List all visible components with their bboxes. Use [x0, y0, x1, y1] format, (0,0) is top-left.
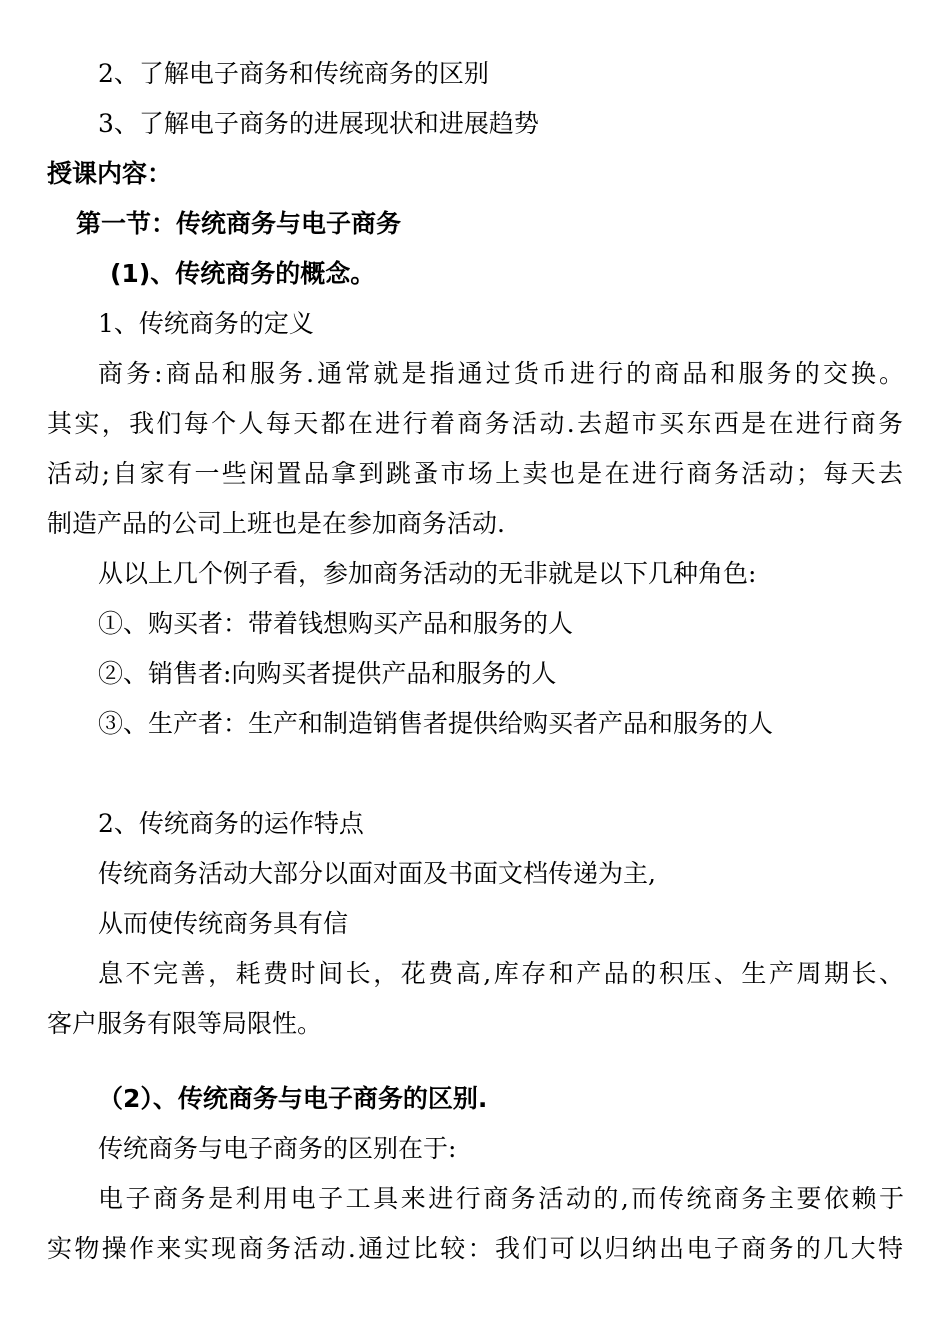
content-heading: 授课内容：	[47, 159, 173, 188]
part2-line-1: 电子商务是利用电子工具来进行商务活动的,而传统商务主要依赖于	[98, 1184, 904, 1213]
part2-line-2: 实物操作来实现商务活动.通过比较：我们可以归纳出电子商务的几大特	[47, 1234, 903, 1263]
definition-line-1: 商务:商品和服务.通常就是指通过货币进行的商品和服务的交换。	[98, 359, 904, 388]
item2-line-3: 息不完善，耗费时间长，花费高,库存和产品的积压、生产周期长、	[98, 959, 904, 988]
roles-intro: 从以上几个例子看，参加商务活动的无非就是以下几种角色:	[98, 559, 757, 588]
definition-line-3: 活动;自家有一些闲置品拿到跳蚤市场上卖也是在进行商务活动；每天去	[47, 459, 903, 488]
objective-2: 2、了解电子商务和传统商务的区别	[98, 59, 489, 88]
role-buyer: ①、购买者：带着钱想购买产品和服务的人	[98, 609, 574, 638]
role-seller: ②、销售者:向购买者提供产品和服务的人	[98, 659, 557, 688]
item2-line-1: 传统商务活动大部分以面对面及书面文档传递为主,	[98, 859, 656, 888]
item2-title: 2、传统商务的运作特点	[98, 809, 364, 838]
part2-intro: 传统商务与电子商务的区别在于:	[98, 1134, 457, 1163]
part1-title: (1)、传统商务的概念。	[110, 259, 376, 288]
definition-line-2: 其实，我们每个人每天都在进行着商务活动.去超市买东西是在进行商务	[47, 409, 903, 438]
item1-title: 1、传统商务的定义	[98, 309, 314, 338]
definition-line-4: 制造产品的公司上班也是在参加商务活动.	[47, 509, 505, 538]
section-title: 第一节：传统商务与电子商务	[76, 209, 402, 238]
item2-line-4: 客户服务有限等局限性。	[47, 1009, 323, 1038]
role-producer: ③、生产者：生产和制造销售者提供给购买者产品和服务的人	[98, 709, 774, 738]
objective-3: 3、了解电子商务的进展现状和进展趋势	[98, 109, 539, 138]
item2-line-2: 从而使传统商务具有信	[98, 909, 349, 938]
part2-title: （2）、传统商务与电子商务的区别.	[98, 1084, 488, 1113]
